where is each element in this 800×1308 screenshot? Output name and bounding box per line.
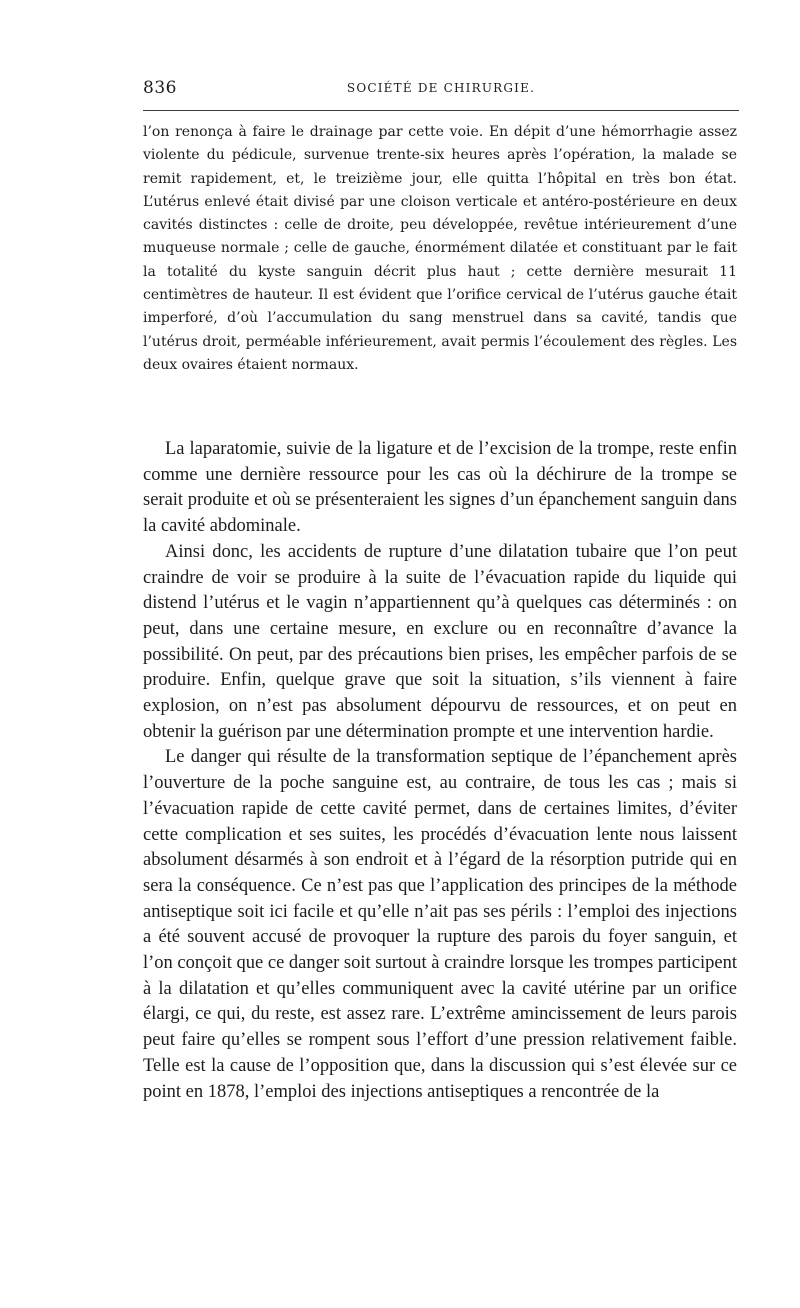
page-header xyxy=(143,78,739,102)
paragraph-le-danger: Le danger qui résulte de la transformation septique de l’épanchement après l’ouverture de la poche sanguine est, au contraire, de tous les cas ; mais si l’évacuation rapide de cette cavité permet, dans de certaines limites, d’éviter cette complication et ses suites, les procédés d’évacuation lente nous laissent absolument désarmés à son endroit et à l’égard de la résorption putride qui en sera la conséquence. Ce n’est pas que l’application des principes de la méthode antiseptique soit ici facile et qu’elle n’ait pas ses périls : l’emploi des injections a été souvent accusé de provoquer la rupture des parois du foyer sanguin, et l’on conçoit que ce danger soit surtout à craindre lorsque les trompes participent à la dilatation et qu’elles communiquent avec la cavité utérine par un orifice élargi, ce qui, du reste, est assez rare. L’extrême amincissement de leurs parois peut faire qu’elles se rompent sous l’effort d’une pression relativement faible. Telle est la cause de l’opposition que, dans la discussion qui s’est élevée sur ce point en 1878, l’emploi des injections antiseptiques a rencontrée de la xyxy=(143,747,737,1102)
paragraph-laparatomie: La laparatomie, suivie de la ligature et de l’excision de la trompe, reste enfin comme une dernière ressource pour les cas où la déchirure de la trompe se serait produite et où se présenteraient les signes d’un épanchement sanguin dans la cavité abdominale. xyxy=(143,439,737,537)
paragraph-ainsi-donc: Ainsi donc, les accidents de rupture d’une dilatation tubaire que l’on peut craindre de voir se produire à la suite de l’évacuation rapide du liquide qui distend l’utérus et le vagin n’appartiennent qu’à quelques cas déterminés : on peut, dans une certaine mesure, en exclure ou en reconnaître d’avance la possibilité. On peut, par des précautions bien prises, les empêcher parfois de se produire. Enfin, quelque grave que soit la situation, s’ils viennent à faire explosion, on n’est pas absolument dépourvu de ressources, et on peut en obtenir la guérison par une détermination prompte et une intervention hardie. xyxy=(143,541,737,742)
running-title: SOCIÉTÉ DE CHIRURGIE. xyxy=(346,81,536,95)
page-number: 836 xyxy=(143,78,177,98)
header-rule xyxy=(143,110,739,111)
main-text-block xyxy=(143,437,737,1105)
case-report-paragraph: l’on renonça à faire le drainage par cette voie. En dépit d’une hémorrhagie assez violente du pédicule, survenue trente-six heures après l’opération, la malade se remit rapidement, et, le treizième jour, elle quitta l’hôpital en très bon état. L’utérus enlevé était divisé par une cloison verticale et antéro-postérieure en deux cavités distinctes : celle de droite, peu développée, revêtue intérieurement d’une muqueuse normale ; celle de gauche, énormément dilatée et constituant par le fait la totalité du kyste sanguin décrit plus haut ; cette dernière mesurait 11 centimètres de hauteur. Il est évident que l’orifice cervical de l’utérus gauche était imperforé, d’où l’accumulation du sang menstruel dans sa cavité, tandis que l’utérus droit, perméable inférieurement, avait permis l’écoulement des règles. Les deux ovaires étaient normaux. xyxy=(143,124,737,373)
case-report-block xyxy=(143,121,737,377)
